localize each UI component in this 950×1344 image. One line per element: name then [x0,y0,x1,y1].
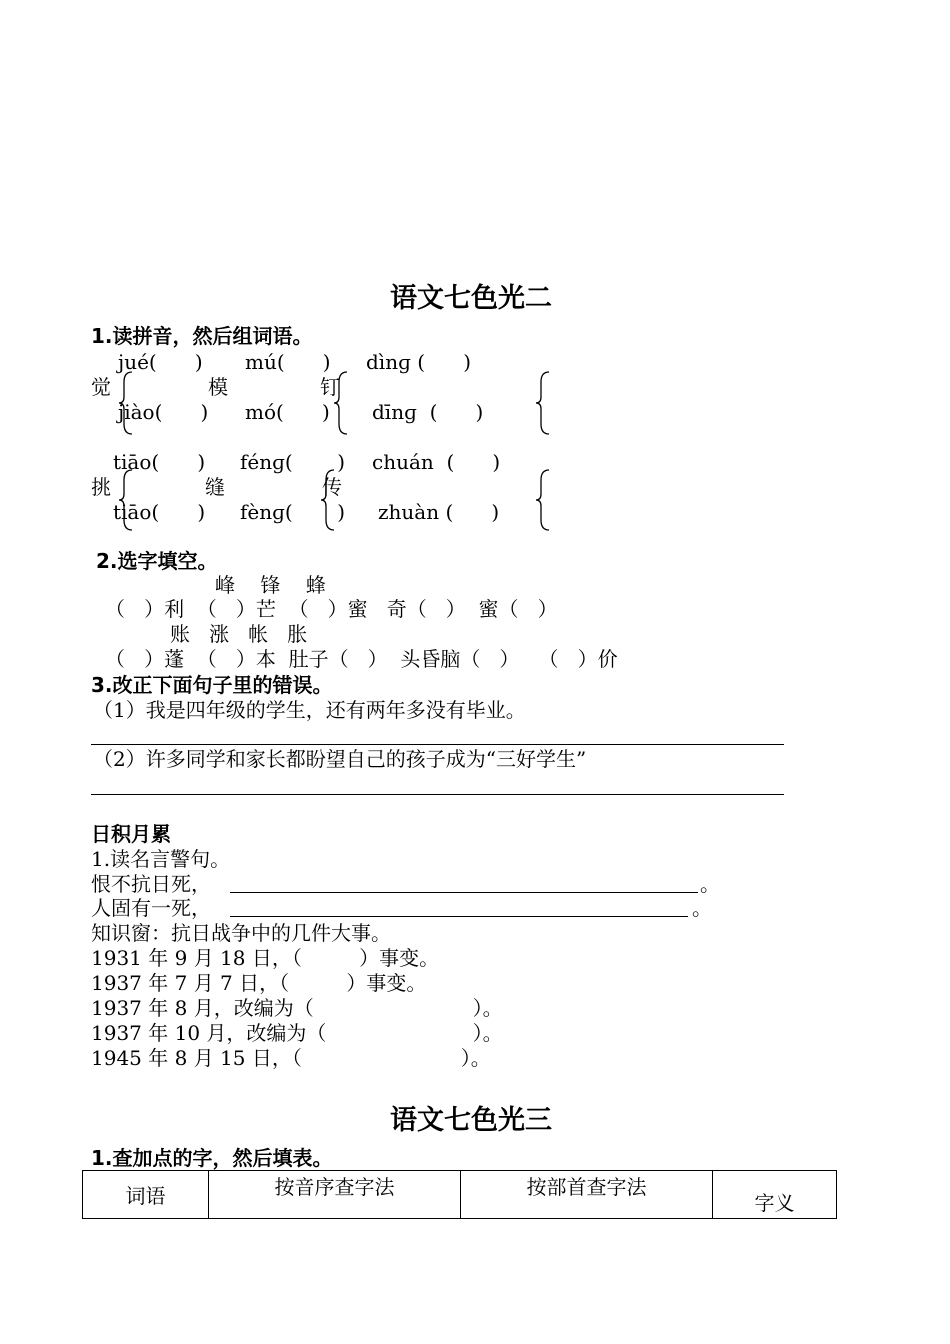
quote-1: 恨不抗日死， [91,872,211,896]
table-header-cell: 字义 [713,1171,837,1219]
pinyin-mu: mú( ) [245,350,331,374]
pinyin-tiao1: tiāo( ) [113,450,206,474]
brace-icon [320,468,338,532]
quote-1-end: 。 [700,872,720,896]
quote-2-end: 。 [692,896,712,920]
char-mo: 模 [208,375,228,399]
pinyin-feng2: fénɡ( ) [240,450,346,474]
accumulate-heading: 日积月累 [91,822,171,846]
pinyin-ding4: dìnɡ ( ) [366,350,471,374]
brace-icon [333,370,351,436]
fill-line-2: （ ）蓬 （ ）本 肚子（ ） 头昏脑（ ） （ ）价 [105,647,618,671]
char-feng: 缝 [205,475,225,499]
table-header-cell: 词语 [83,1171,209,1219]
pinyin-tiao3: tiāo( ) [113,500,206,524]
pinyin-mo: mó( ) [245,400,330,424]
question-2-heading: 2.选字填空。 [96,549,218,573]
table-header-row [83,1171,837,1219]
table-header-cell: 按部首查字法 [461,1171,713,1219]
event-3: 1937 年 8 月，改编为（ ）。 [91,996,503,1020]
pinyin-ding1: dīnɡ ( ) [372,400,484,424]
pinyin-jue: jué( ) [118,350,203,374]
event-5: 1945 年 8 月 15 日，（ ）。 [91,1046,491,1070]
brace-icon [118,370,136,436]
event-2: 1937 年 7 月 7 日，（ ）事变。 [91,971,427,995]
char-chuan: 传 [322,475,342,499]
pinyin-jiao: jiào( ) [118,400,209,424]
char-jue: 觉 [91,375,111,399]
event-4: 1937 年 10 月，改编为（ ）。 [91,1021,503,1045]
question-1-heading: 1.读拼音，然后组词语。 [91,324,313,348]
quote-1-blank[interactable] [230,892,698,893]
brace-icon [118,468,136,532]
choice-chars-1: 峰 锋 蜂 [215,573,326,597]
knowledge-window: 知识窗：抗日战争中的几件大事。 [91,921,391,945]
choice-chars-2: 账 涨 帐 胀 [170,622,308,646]
quote-2: 人固有一死， [91,896,211,920]
lookup-table [82,1170,837,1219]
accumulate-sub: 1.读名言警句。 [91,847,231,871]
table-header-cell: 按音序查字法 [209,1171,461,1219]
brace-icon [535,370,553,436]
sentence-2: （2）许多同学和家长都盼望自己的孩子成为“三好学生” [93,747,587,771]
section-title-2: 语文七色光二 [390,283,552,314]
section-title-3: 语文七色光三 [390,1105,552,1136]
pinyin-chuan: chuán ( ) [372,450,501,474]
sentence-1: （1）我是四年级的学生，还有两年多没有毕业。 [93,698,526,722]
answer-line-2[interactable] [91,794,784,795]
fill-line-1: （ ）利 （ ）芒 （ ）蜜 奇（ ） 蜜（ ） [105,597,558,621]
question-3-heading: 3.改正下面句子里的错误。 [91,673,333,697]
brace-icon [535,468,553,532]
section3-question-1-heading: 1.查加点的字，然后填表。 [91,1146,333,1170]
char-tiao: 挑 [91,475,111,499]
answer-line-1[interactable] [91,744,784,745]
pinyin-zhuan: zhuàn ( ) [378,500,500,524]
quote-2-blank[interactable] [230,916,688,917]
pinyin-feng4: fènɡ( ) [240,500,346,524]
event-1: 1931 年 9 月 18 日，（ ）事变。 [91,946,440,970]
char-ding: 钉 [320,375,340,399]
